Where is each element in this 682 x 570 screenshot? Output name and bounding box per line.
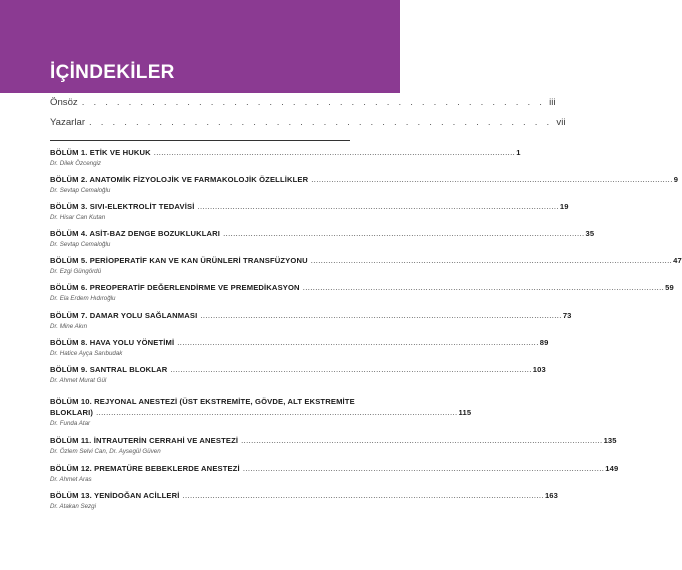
chapter-author: Dr. Ezgi Güngördü bbox=[50, 268, 102, 275]
front-matter-page: iii bbox=[549, 97, 556, 108]
chapter-title-line bbox=[50, 490, 559, 501]
chapter-page: 89 bbox=[539, 338, 549, 347]
chapter-author: Dr. Sevtap Cemaloğlu bbox=[50, 241, 111, 248]
chapter-title-line bbox=[50, 435, 617, 446]
chapter-title: BÖLÜM 7. DAMAR YOLU SAĞLANMASI bbox=[50, 311, 198, 320]
chapter-title: BÖLÜM 6. PREOPERATİF DEĞERLENDİRME VE PREMEDİKASYON bbox=[50, 283, 300, 292]
chapter-author: Dr. Funda Atar bbox=[50, 420, 91, 427]
chapter-page: 9 bbox=[673, 175, 679, 184]
leader-dots: ................................................................................................................................................ bbox=[96, 408, 458, 417]
leader-dots: ................................................................................................................................................ bbox=[223, 229, 585, 238]
section-divider bbox=[50, 140, 350, 141]
chapter-title-line bbox=[50, 282, 674, 293]
chapter-title: BÖLÜM 13. YENİDOĞAN ACİLLERİ bbox=[50, 491, 180, 500]
chapter-entry[interactable] bbox=[50, 174, 679, 195]
chapter-title-line bbox=[50, 147, 521, 158]
leader-dots: ................................................................................................................................................ bbox=[170, 365, 532, 374]
chapter-title-line bbox=[50, 407, 472, 418]
chapter-page: 163 bbox=[544, 491, 559, 500]
chapter-entry[interactable] bbox=[50, 147, 521, 168]
front-matter-item[interactable] bbox=[50, 117, 566, 137]
front-matter-item[interactable] bbox=[50, 97, 556, 117]
leader-dots: ................................................................................................................................................ bbox=[177, 338, 539, 347]
front-matter-list bbox=[50, 97, 566, 137]
chapter-entry[interactable] bbox=[50, 201, 569, 222]
chapter-entry[interactable] bbox=[50, 337, 549, 358]
chapter-author: Dr. Sevtap Cemaloğlu bbox=[50, 187, 111, 194]
chapter-title-line bbox=[50, 364, 546, 375]
chapter-title-line bbox=[50, 255, 682, 266]
leader-dots: ................................................................................................................................................ bbox=[302, 283, 665, 292]
chapter-title-line bbox=[50, 201, 569, 212]
chapter-entry[interactable] bbox=[50, 364, 546, 385]
chapter-title: BÖLÜM 9. SANTRAL BLOKLAR bbox=[50, 365, 168, 374]
chapter-title-line bbox=[50, 174, 679, 185]
leader-dots: ................................................................................................................................................ bbox=[200, 311, 562, 320]
front-matter-page: vii bbox=[556, 117, 566, 128]
header-band bbox=[0, 0, 400, 93]
chapter-title: BÖLÜM 8. HAVA YOLU YÖNETİMİ bbox=[50, 338, 175, 347]
page-title: İÇİNDEKİLER bbox=[50, 62, 175, 83]
chapter-page: 35 bbox=[585, 229, 595, 238]
leader-dots: ................................................................................................................................................ bbox=[197, 202, 559, 211]
chapter-page: 149 bbox=[605, 464, 619, 473]
chapter-entry[interactable] bbox=[50, 435, 617, 456]
chapter-author: Dr. Ela Erdem Hıdıroğlu bbox=[50, 295, 116, 302]
chapter-title: BÖLÜM 1. ETİK VE HUKUK bbox=[50, 148, 151, 157]
chapter-author: Dr. Hisar Can Kutan bbox=[50, 214, 106, 221]
chapter-title: BÖLÜM 10. REJYONAL ANESTEZİ (ÜST EKSTREMİTE, GÖVDE, ALT EKSTREMİTE bbox=[50, 397, 355, 406]
leader-dots: ................................................................................................................................................ bbox=[310, 256, 673, 265]
leader-dots: ................................................................................................................................................ bbox=[311, 175, 673, 184]
chapter-title-line bbox=[50, 310, 572, 321]
leader-dots: . . . . . . . . . . . . . . . . . . . . . . . . . . . . . . . . . . . . . . . . bbox=[89, 117, 553, 128]
chapter-title-line bbox=[50, 396, 355, 407]
chapter-page: 135 bbox=[603, 436, 617, 445]
leader-dots: ................................................................................................................................................ bbox=[182, 491, 544, 500]
chapter-entry[interactable] bbox=[50, 463, 619, 484]
chapter-page: 1 bbox=[516, 148, 521, 157]
chapter-author: Dr. Mine Akın bbox=[50, 323, 88, 330]
chapter-title: BÖLÜM 2. ANATOMİK FİZYOLOJİK VE FARMAKOLOJİK ÖZELLİKLER bbox=[50, 175, 309, 184]
chapter-author: Dr. Hatice Ayça Sarıbudak bbox=[50, 350, 123, 357]
chapter-title: BÖLÜM 5. PERİOPERATİF KAN VE KAN ÜRÜNLERİ TRANSFÜZYONU bbox=[50, 256, 308, 265]
chapter-title: BÖLÜM 11. İNTRAUTERİN CERRAHİ VE ANESTEZİ bbox=[50, 436, 239, 445]
chapter-author: Dr. Ahmet Aras bbox=[50, 476, 92, 483]
chapter-entry[interactable] bbox=[50, 282, 674, 303]
chapter-entry[interactable] bbox=[50, 396, 472, 428]
chapter-title: BÖLÜM 3. SIVI-ELEKTROLİT TEDAVİSİ bbox=[50, 202, 195, 211]
leader-dots: ................................................................................................................................................ bbox=[242, 464, 605, 473]
chapter-page: 59 bbox=[665, 283, 674, 292]
leader-dots: ................................................................................................................................................ bbox=[241, 436, 603, 445]
chapter-page: 73 bbox=[562, 311, 572, 320]
chapter-title: BÖLÜM 4. ASİT-BAZ DENGE BOZUKLUKLARI bbox=[50, 229, 221, 238]
leader-dots: . . . . . . . . . . . . . . . . . . . . . . . . . . . . . . . . . . . . . . . . bbox=[81, 97, 546, 108]
chapter-author: Dr. Ahmet Murat Gül bbox=[50, 377, 107, 384]
chapter-author: Dr. Atakan Sezgi bbox=[50, 503, 96, 510]
chapter-page: 115 bbox=[458, 408, 472, 417]
chapter-page: 103 bbox=[532, 365, 546, 374]
leader-dots: ................................................................................................................................................ bbox=[153, 148, 516, 157]
chapter-author: Dr. Özlem Selvi Can, Dr. Aysegül Güven bbox=[50, 448, 161, 455]
chapter-entry[interactable] bbox=[50, 490, 559, 511]
chapter-title-line bbox=[50, 337, 549, 348]
front-matter-label: Önsöz bbox=[50, 97, 78, 108]
chapter-author: Dr. Dilek Özcengiz bbox=[50, 160, 102, 167]
chapter-entry[interactable] bbox=[50, 310, 572, 331]
chapter-title-continued: BLOKLARI) bbox=[50, 408, 94, 417]
chapter-entry[interactable] bbox=[50, 255, 682, 276]
chapter-title-line bbox=[50, 463, 619, 474]
chapter-page: 19 bbox=[559, 202, 569, 211]
front-matter-label: Yazarlar bbox=[50, 117, 86, 128]
chapter-page: 47 bbox=[673, 256, 682, 265]
chapter-title-line bbox=[50, 228, 595, 239]
chapter-title: BÖLÜM 12. PREMATÜRE BEBEKLERDE ANESTEZİ bbox=[50, 464, 240, 473]
chapter-entry[interactable] bbox=[50, 228, 595, 249]
